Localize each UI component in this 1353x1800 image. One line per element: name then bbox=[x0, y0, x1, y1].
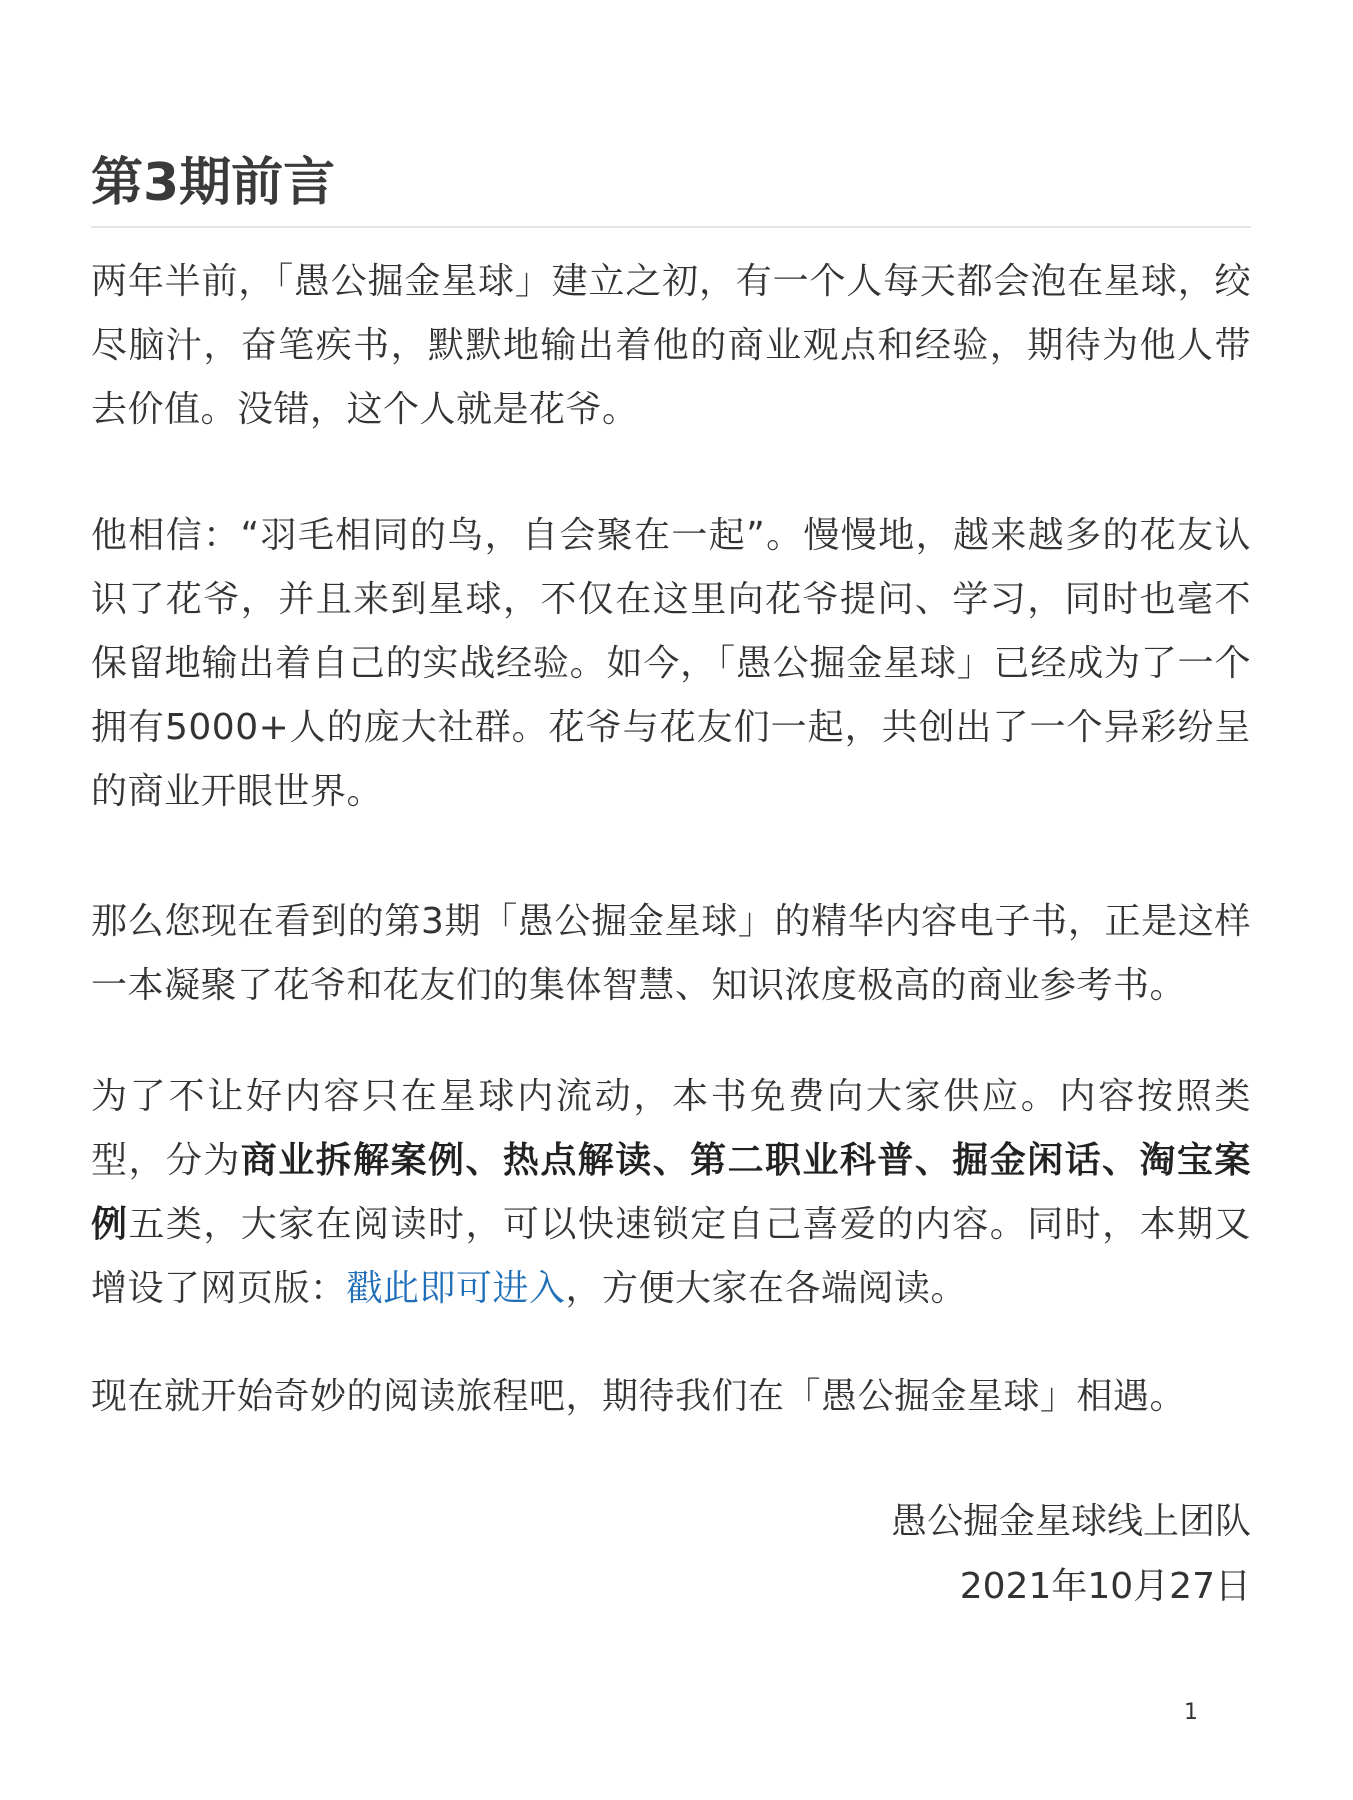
category-side-career: 第二职业科普 bbox=[690, 1140, 915, 1181]
content-types-after: 五类，大家在阅读时，可以快速锁定自己喜爱的内容。同时，本期又增设了网页版： bbox=[91, 1204, 1251, 1309]
page-title: 第3期前言 bbox=[91, 153, 336, 213]
category-separator: 、 bbox=[465, 1140, 503, 1181]
category-separator: 、 bbox=[652, 1140, 691, 1181]
category-business-case: 商业拆解案例 bbox=[240, 1140, 466, 1181]
signature-date: 2021年10月27日 bbox=[959, 1566, 1251, 1607]
category-separator: 、 bbox=[1102, 1140, 1140, 1181]
signature-team: 愚公掘金星球线上团队 bbox=[890, 1501, 1251, 1542]
category-gold-chat: 掘金闲话 bbox=[952, 1140, 1103, 1181]
page-number: 1 bbox=[1184, 1700, 1198, 1725]
paragraph-content-types bbox=[91, 1065, 1251, 1321]
paragraph-ebook-intro: 那么您现在看到的第3期「愚公掘金星球」的精华内容电子书，正是这样一本凝聚了花爷和花友们的集体智慧、知识浓度极高的商业参考书。 bbox=[91, 901, 1251, 1006]
content-types-intro: 为了不让好内容只在星球内流动，本书免费向大家供应。内容按照类型，分为 bbox=[91, 1076, 1251, 1181]
web-version-link[interactable]: 戳此即可进入 bbox=[346, 1268, 566, 1309]
title-divider bbox=[91, 226, 1251, 228]
paragraph-community: 他相信：“羽毛相同的鸟，自会聚在一起”。慢慢地，越来越多的花友认识了花爷，并且来到星球，不仅在这里向花爷提问、学习，同时也毫不保留地输出着自己的实战经验。如今，「愚公掘金星球」已经成为了一个拥有5000+人的庞大社群。花爷与花友们一起，共创出了一个异彩纷呈的商业开眼世界。 bbox=[91, 515, 1251, 812]
category-separator: 、 bbox=[914, 1140, 953, 1181]
paragraph-closing: 现在就开始奇妙的阅读旅程吧，期待我们在「愚公掘金星球」相遇。 bbox=[91, 1376, 1187, 1417]
category-hot-topics: 热点解读 bbox=[502, 1140, 653, 1181]
category-taobao-case: 淘宝案例 bbox=[91, 1140, 1251, 1245]
content-types-ending: ，方便大家在各端阅读。 bbox=[565, 1268, 968, 1309]
paragraph-history: 两年半前，「愚公掘金星球」建立之初，有一个人每天都会泡在星球，绞尽脑汁，奋笔疾书，默默地输出着他的商业观点和经验，期待为他人带去价值。没错，这个人就是花爷。 bbox=[91, 261, 1251, 430]
